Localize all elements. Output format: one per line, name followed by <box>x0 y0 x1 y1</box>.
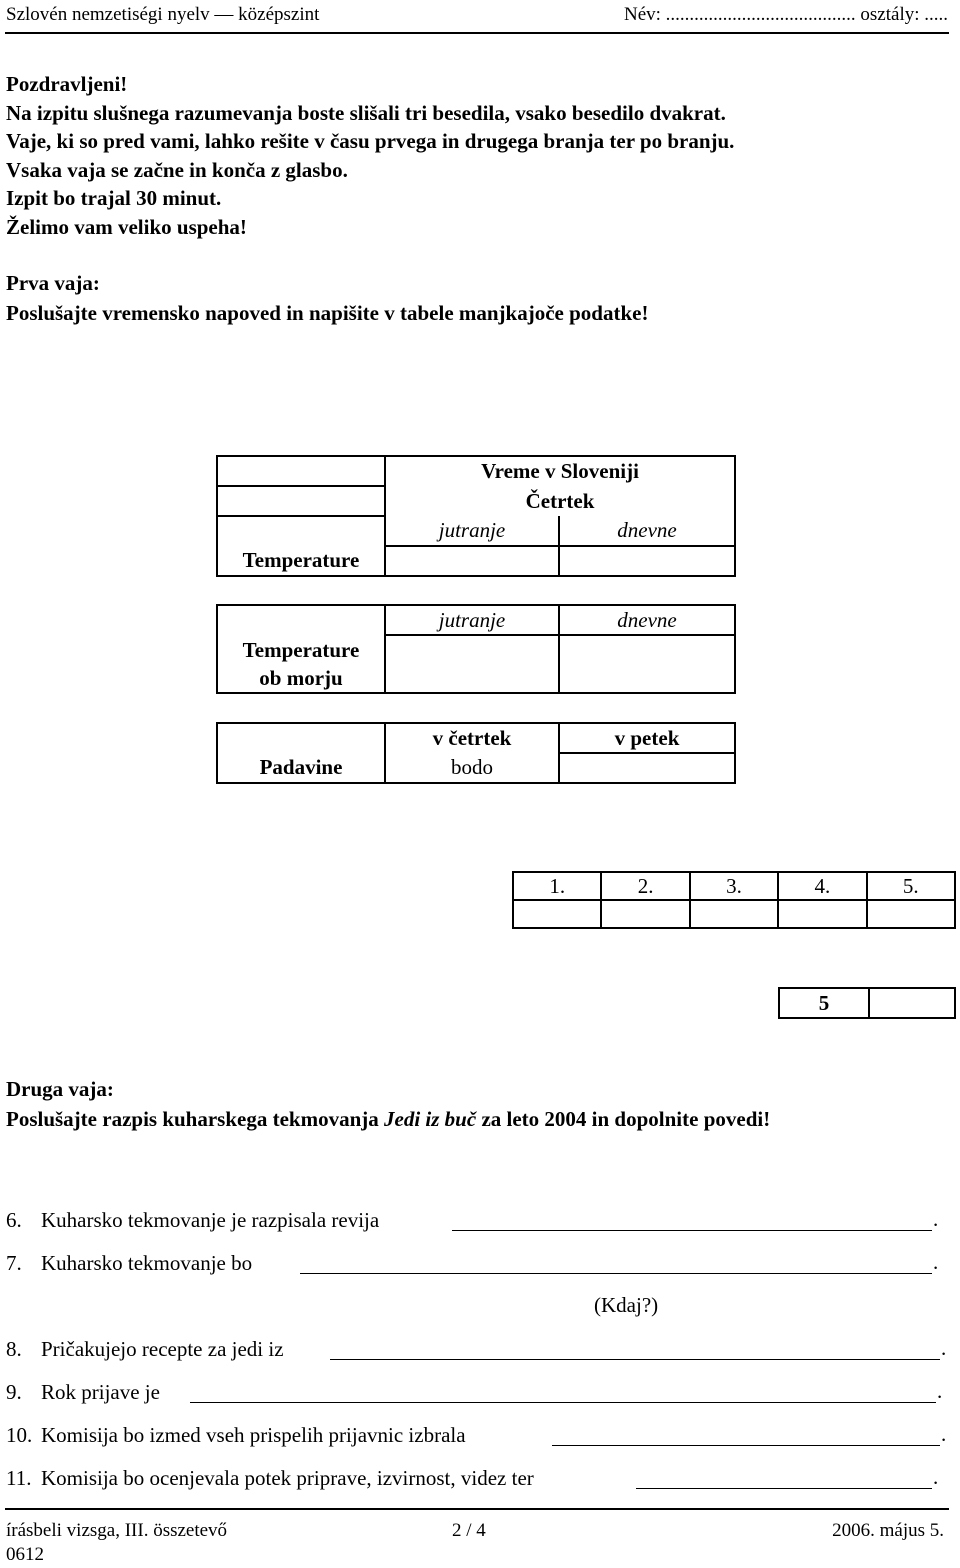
answer-line[interactable] <box>452 1230 932 1231</box>
question-7 <box>6 1250 252 1276</box>
period: . <box>941 1422 947 1446</box>
answer-line[interactable] <box>552 1445 940 1446</box>
question-6 <box>6 1207 379 1233</box>
question-number: 9. <box>6 1380 22 1404</box>
intro-line: Želimo vam veliko uspeha! <box>6 214 247 239</box>
question-number: 6. <box>6 1208 22 1232</box>
score-cell[interactable] <box>778 900 866 928</box>
total-cell[interactable] <box>869 988 955 1018</box>
answer-cell[interactable] <box>385 546 559 576</box>
header-subject: Szlovén nemzetiségi nyelv — középszint <box>6 4 320 25</box>
blank-cell <box>217 605 385 635</box>
task2-instruction <box>6 1104 770 1134</box>
row-label-line: Temperature <box>242 637 360 662</box>
score-header: 5. <box>867 872 955 900</box>
task2-heading <box>6 1074 770 1134</box>
blank-cell <box>217 486 385 516</box>
period: . <box>933 1465 939 1489</box>
intro-line: Vsaka vaja se začne in konča z glasbo. <box>6 157 348 182</box>
period: . <box>941 1336 947 1360</box>
row-label-padavine: Padavine <box>217 753 385 783</box>
question-text: Komisija bo izmed vseh prispelih prijavnic izbrala <box>41 1423 466 1447</box>
col-dnevne: dnevne <box>559 605 735 635</box>
blank-cell <box>217 723 385 753</box>
question-8 <box>6 1336 284 1362</box>
footer-code: 0612 <box>6 1544 44 1565</box>
score-header: 3. <box>690 872 778 900</box>
score-grid <box>512 871 956 929</box>
table-day: Četrtek <box>385 486 735 516</box>
task1-title: Prva vaja: <box>6 271 100 295</box>
weather-table <box>216 455 736 577</box>
row-label-line: ob morju <box>259 665 343 690</box>
col-jutranje: jutranje <box>385 516 559 546</box>
question-text: Pričakujejo recepte za jedi iz <box>41 1337 284 1361</box>
footer-rule <box>5 1508 949 1510</box>
score-cell[interactable] <box>601 900 689 928</box>
intro-text <box>6 70 734 241</box>
answer-line[interactable] <box>190 1402 936 1403</box>
period: . <box>933 1250 939 1274</box>
col-v-petek: v petek <box>559 723 735 753</box>
intro-line: Vaje, ki so pred vami, lahko rešite v času prvega in drugega branja ter po branju. <box>6 129 735 153</box>
blank-cell <box>217 516 385 546</box>
total-score-box <box>778 987 956 1019</box>
question-11 <box>6 1465 534 1491</box>
answer-cell[interactable] <box>385 635 559 693</box>
instruction-text: Poslušajte razpis kuharskega tekmovanja <box>6 1107 385 1131</box>
score-header: 4. <box>778 872 866 900</box>
score-header: 2. <box>601 872 689 900</box>
footer-date: 2006. május 5. <box>832 1520 944 1541</box>
period: . <box>933 1207 939 1231</box>
row-label-sea <box>217 635 385 693</box>
question-9 <box>6 1379 160 1405</box>
question-text: Rok prijave je <box>41 1380 160 1404</box>
question-text: Kuharsko tekmovanje bo <box>41 1251 253 1275</box>
sea-temperature-table <box>216 604 736 694</box>
intro-line: Na izpitu slušnega razumevanja boste slišali tri besedila, vsako besedilo dvakrat. <box>6 100 726 125</box>
instruction-text: za leto 2004 in dopolnite povedi! <box>476 1107 771 1131</box>
question-text: Komisija bo ocenjevala potek priprave, izvirnost, videz ter <box>41 1466 534 1490</box>
score-header: 1. <box>513 872 601 900</box>
question-number: 10. <box>6 1423 33 1447</box>
answer-cell[interactable] <box>559 635 735 693</box>
answer-line[interactable] <box>636 1488 932 1489</box>
score-cell[interactable] <box>690 900 778 928</box>
answer-cell[interactable] <box>559 753 735 783</box>
total-max: 5 <box>779 988 869 1018</box>
col-v-cetrtek: v četrtek <box>385 723 559 753</box>
answer-cell[interactable] <box>559 546 735 576</box>
intro-line: Pozdravljeni! <box>6 72 128 96</box>
answer-line[interactable] <box>330 1359 940 1360</box>
score-cell[interactable] <box>513 900 601 928</box>
score-cell[interactable] <box>867 900 955 928</box>
period: . <box>937 1379 943 1403</box>
header-name-class: Név: ........................................ osztály: ..... <box>623 4 948 25</box>
footer-page: 2 / 4 <box>452 1520 486 1541</box>
task1-heading <box>6 268 648 328</box>
row-label-temperature: Temperature <box>217 546 385 576</box>
task1-instruction: Poslušajte vremensko napoved in napišite v tabele manjkajoče podatke! <box>6 301 649 325</box>
question-number: 7. <box>6 1251 22 1275</box>
competition-name: Jedi iz buč <box>384 1107 477 1131</box>
intro-line: Izpit bo trajal 30 minut. <box>6 186 222 210</box>
header-rule <box>5 32 949 34</box>
question-text: Kuharsko tekmovanje je razpisala revija <box>41 1208 380 1232</box>
question-number: 8. <box>6 1337 22 1361</box>
task2-title: Druga vaja: <box>6 1077 114 1101</box>
precipitation-table <box>216 722 736 784</box>
blank-cell <box>217 456 385 486</box>
question-10 <box>6 1422 466 1448</box>
answer-line[interactable] <box>300 1273 932 1274</box>
footer-exam-part: írásbeli vizsga, III. összetevő <box>6 1520 228 1541</box>
col-jutranje: jutranje <box>385 605 559 635</box>
question-number: 11. <box>6 1466 32 1490</box>
col-dnevne: dnevne <box>559 516 735 546</box>
hint-when: (Kdaj?) <box>594 1293 659 1317</box>
answer-cell-bodo: bodo <box>385 753 559 783</box>
table-title: Vreme v Sloveniji <box>385 456 735 486</box>
